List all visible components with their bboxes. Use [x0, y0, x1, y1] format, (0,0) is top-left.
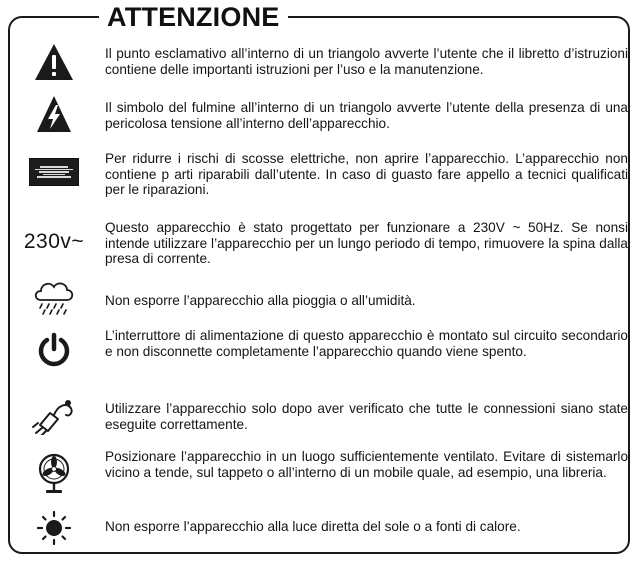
item-text: Posizionare l’apparecchio in un luogo sufficientemente ventilato. Evitare di sistemarlo vicino a tende, sul tappeto o all’interno di un mobile quale, ad esempio, una libreria.: [105, 449, 628, 480]
exclamation-triangle-icon: [22, 40, 86, 84]
page-title: ATTENZIONE: [99, 2, 288, 32]
item-text: Il simbolo del fulmine all’interno di un triangolo avverte l’utente della presenza di una pericolosa tensione all’interno dell’apparecchio.: [105, 100, 628, 131]
voltage-label-text: 230v~: [23, 230, 85, 253]
caution-label-icon: [22, 157, 86, 187]
item-text: Utilizzare l’apparecchio solo dopo aver verificato che tutte le connessioni siano state eseguite correttamente.: [105, 401, 628, 432]
list-item-exclamation: [10, 38, 630, 86]
item-text: L’interruttore di alimentazione di questo apparecchio è montato sul circuito secondario e non disconnette completamente l’apparecchio quando viene spento.: [105, 328, 628, 359]
list-item-caution: [10, 147, 630, 203]
item-text: Per ridurre i rischi di scosse elettriche, non aprire l’apparecchio. L’apparecchio non contiene p arti riparabili dall’utente. In caso di guasto fare appello a tecnici qualificati per le riparazioni.: [105, 151, 628, 198]
list-item-fan: [10, 447, 630, 503]
sun-icon: [22, 510, 86, 546]
plug-icon: [22, 393, 86, 437]
list-item-sun: [10, 510, 630, 546]
power-symbol-icon: [22, 330, 86, 370]
list-item-power: [10, 324, 630, 380]
rain-cloud-icon: [22, 276, 86, 320]
voltage-label: [14, 228, 94, 256]
list-item-voltage: [10, 218, 630, 274]
list-item-rain: [10, 276, 630, 320]
item-text: Non esporre l’apparecchio alla luce diretta del sole o a fonti di calore.: [105, 519, 521, 534]
item-text: Questo apparecchio è stato progettato per funzionare a 230V ~ 50Hz. Se nonsi intende utilizzare l’apparecchio per un lungo periodo di tempo, rimuovere la spina dalla presa di corrente.: [105, 220, 628, 267]
item-text: Il punto esclamativo all’interno di un triangolo avverte l’utente che il libretto d’istruzioni contiene delle importanti istruzioni per l’uso e la manutenzione.: [105, 46, 628, 77]
list-item-plug: [10, 393, 630, 437]
list-item-lightning: [10, 92, 630, 136]
item-text: Non esporre l’apparecchio alla pioggia o all’umidità.: [105, 293, 416, 308]
lightning-triangle-icon: [22, 92, 86, 136]
fan-icon: [22, 451, 86, 495]
